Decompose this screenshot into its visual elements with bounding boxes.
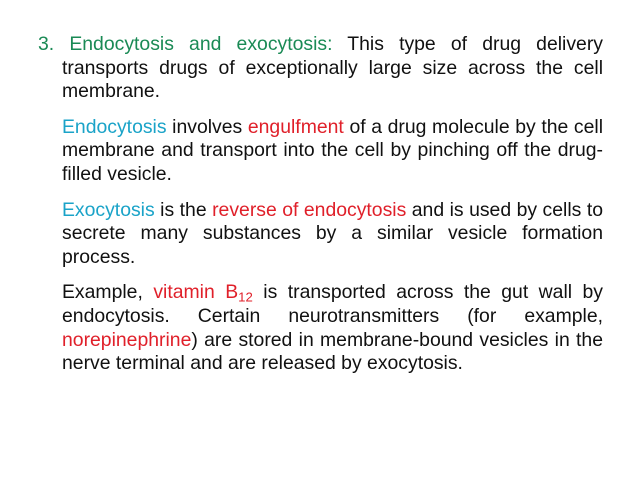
reverse-highlight: reverse of endocytosis — [212, 198, 407, 221]
norepinephrine-highlight: norepinephrine — [62, 328, 192, 351]
heading-text: This type of drug delivery transports drugs of exceptionally large size across the cell membrane. — [62, 33, 603, 103]
item-number: 3. — [38, 33, 55, 55]
heading-paragraph — [38, 33, 603, 104]
example-text-1: is transported across the gut wall by endocytosis. Certain neurotransmitters (for example, — [62, 281, 604, 327]
slide-content — [38, 33, 603, 388]
endocytosis-term: Endocytosis — [62, 115, 167, 138]
exocytosis-paragraph — [38, 199, 603, 270]
endocytosis-text-1: involves — [172, 115, 243, 138]
heading-term: Endocytosis and exocytosis: — [69, 33, 333, 55]
vitamin-subscript: 12 — [238, 289, 253, 305]
engulfment-highlight: engulfment — [247, 115, 344, 138]
example-lead: Example, — [62, 281, 143, 304]
vitamin-name: vitamin B — [153, 281, 239, 304]
endocytosis-text-2: of a drug molecule by the cell membrane and transport into the cell by pinching off the drug-filled vesicle. — [62, 115, 604, 185]
exocytosis-text-1: is the — [160, 198, 207, 221]
example-text-2: ) are stored in membrane-bound vesicles in the nerve terminal and are released by exocytosis. — [62, 328, 603, 375]
exocytosis-text-2: and is used by cells to secrete many substances by a similar vesicle formation process. — [62, 198, 603, 268]
endocytosis-paragraph — [38, 116, 603, 187]
vitamin-highlight — [153, 281, 252, 303]
example-paragraph — [38, 281, 603, 375]
exocytosis-term: Exocytosis — [62, 198, 155, 221]
